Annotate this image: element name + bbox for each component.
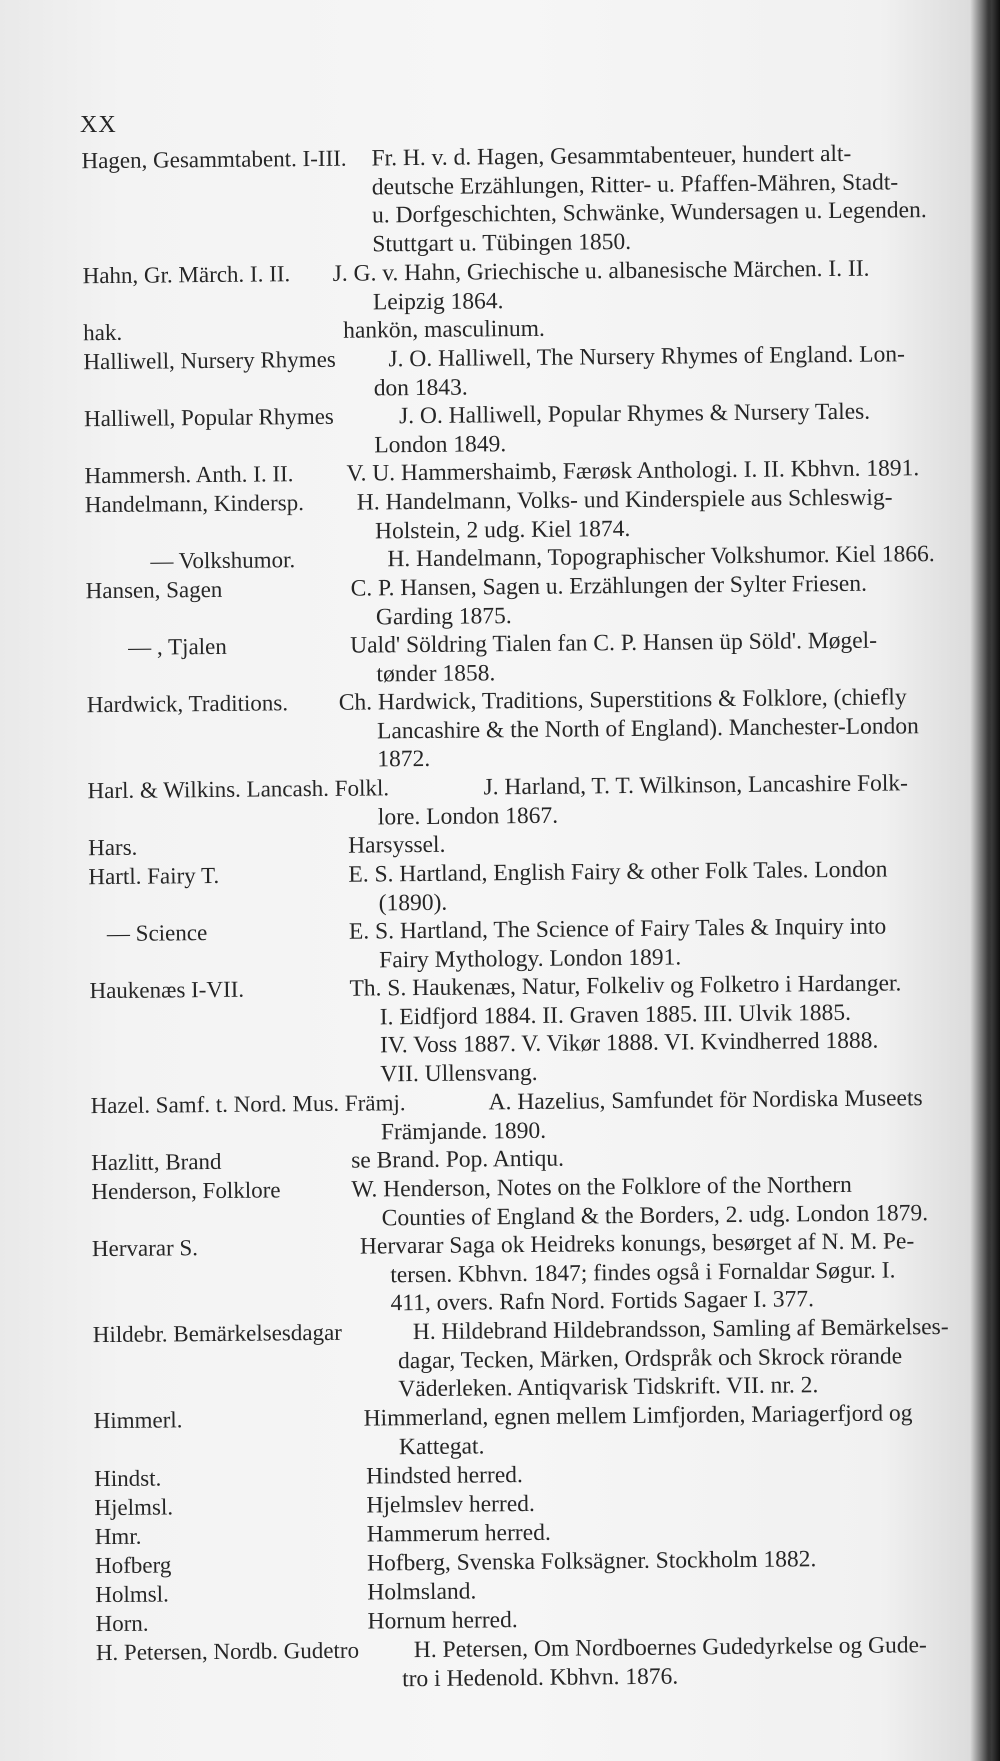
entry-line: H. Petersen, Om Nordboernes Gudedyrkelse og Gude-: [413, 1632, 927, 1664]
entry-line: C. P. Hansen, Sagen u. Erzählungen der Sylter Friesen.: [350, 570, 868, 602]
entry-abbreviation: Halliwell, Popular Rhymes: [83, 403, 334, 432]
entry-description: [360, 1227, 973, 1318]
entry-line: V. U. Hammershaimb, Færøsk Anthologi. I. II. Kbhvn. 1891.: [346, 455, 920, 487]
entry-line: don 1843.: [373, 374, 468, 401]
entry-line: Hornum herred.: [367, 1607, 518, 1635]
entry-line: 411, overs. Rafn Nord. Fortids Sagaer I. 377.: [390, 1286, 815, 1317]
entry-line: u. Dorfgeschichten, Schwänke, Wundersagen u. Legenden.: [371, 197, 927, 229]
entry-line: Hindsted herred.: [366, 1462, 523, 1490]
entry-line: A. Hazelius, Samfundet för Nordiska Museets: [488, 1085, 923, 1116]
entry-description: [333, 254, 946, 317]
entry-abbreviation: — Science: [106, 920, 208, 947]
entry-description: [363, 1399, 976, 1462]
entry-line: Hammerum herred.: [366, 1519, 551, 1548]
entry-abbreviation: Harl. & Wilkins. Lancash. Folkl.: [87, 775, 390, 804]
entry-line: Främjande. 1890.: [380, 1117, 547, 1145]
entry-abbreviation: Hindst.: [94, 1465, 162, 1492]
entry-description: [371, 139, 984, 259]
entry-line: tro i Hedenold. Kbhvn. 1876.: [402, 1663, 679, 1692]
entry-hagen: [1, 138, 991, 257]
entry-abbreviation: Hardwick, Traditions.: [86, 690, 289, 718]
entry-abbreviation: Hildebr. Bemärkelsesdagar: [92, 1319, 343, 1348]
entry-line: I. Eidfjord 1884. II. Graven 1885. III. Ulvik 1885.: [379, 999, 852, 1030]
entry-line: Holstein, 2 udg. Kiel 1874.: [374, 515, 631, 544]
entry-line: J. O. Halliwell, The Nursery Rhymes of England. Lon-: [388, 341, 906, 373]
entry-description: [374, 396, 1000, 459]
entry-description: [380, 1082, 1000, 1145]
entry-abbreviation: Horn.: [95, 1610, 149, 1637]
entry-line: tersen. Kbhvn. 1847; findes også i Fornaldar Søgur. I.: [390, 1256, 896, 1288]
entry-abbreviation: Hagen, Gesammtabent. I-III.: [81, 145, 347, 174]
entry-line: Fairy Mythology. London 1891.: [379, 944, 682, 973]
entry-description: [357, 483, 970, 546]
entry-abbreviation: Hjelmsl.: [94, 1494, 174, 1521]
entry-description: [349, 969, 962, 1089]
entry-line: London 1849.: [374, 430, 507, 458]
entry-description: [397, 1312, 1000, 1403]
entry-line: Hjelmslev herred.: [366, 1490, 535, 1519]
entry-line: H. Handelmann, Volks- und Kinderspiele aus Schleswig-: [356, 484, 893, 516]
entry-line: Lancashire & the North of England). Manchester-London: [376, 712, 919, 744]
entry-line: Stuttgart u. Tübingen 1850.: [372, 228, 632, 257]
entry-line: Th. S. Haukenæs, Natur, Folkeliv og Folketro i Hardanger.: [349, 970, 902, 1002]
entry-description: [348, 855, 961, 918]
entry-line: Counties of England & the Borders, 2. udg. London 1879.: [381, 1199, 929, 1231]
entry-line: 1872.: [377, 745, 431, 773]
entry-abbreviation: Henderson, Folklore: [91, 1177, 281, 1205]
entry-line: H. Handelmann, Topographischer Volkshumor. Kiel 1866.: [387, 541, 935, 573]
entry-abbreviation: Himmerl.: [93, 1407, 183, 1434]
entry-abbreviation: Hammersh. Anth. I. II.: [84, 461, 294, 489]
entry-line: Ch. Hardwick, Traditions, Superstitions & Folklore, (chiefly: [338, 684, 907, 716]
page-number: XX: [80, 112, 117, 138]
entry-description: [377, 768, 1000, 831]
entry-line: W. Henderson, Notes on the Folklore of the Northern: [351, 1171, 852, 1203]
entry-abbreviation: hak.: [83, 319, 123, 346]
entry-line: J. G. v. Hahn, Griechische u. albanesische Märchen. I. II.: [332, 255, 870, 287]
entry-line: dagar, Tecken, Märken, Ordspråk och Skrock rörande: [397, 1342, 903, 1374]
entry-description: [339, 683, 952, 774]
entry-abbreviation: Holmsl.: [95, 1581, 169, 1608]
entry-line: tønder 1858.: [376, 659, 496, 687]
entry-abbreviation: H. Petersen, Nordb. Gudetro: [95, 1637, 360, 1666]
entry-abbreviation: — , Tjalen: [128, 633, 227, 660]
entry-line: Hervarar Saga ok Heidreks konungs, besørget af N. M. Pe-: [359, 1228, 915, 1260]
entry-abbreviation: Hofberg: [94, 1552, 172, 1579]
entry-line: Hofberg, Svenska Folksägner. Stockholm 1882.: [366, 1546, 817, 1577]
entry-abbreviation: Hmr.: [94, 1523, 142, 1550]
entry-abbreviation: Halliwell, Nursery Rhymes: [83, 346, 336, 375]
entry-abbreviation: Hansen, Sagen: [85, 576, 223, 604]
entry-line: VII. Ullensvang.: [380, 1059, 538, 1087]
entry-abbreviation: Handelmann, Kindersp.: [84, 490, 305, 518]
entry-line: (1890).: [378, 889, 448, 916]
entry-line: Väderleken. Antiqvarisk Tidskrift. VII. nr. 2.: [398, 1372, 819, 1403]
entry-line: H. Hildebrand Hildebrandsson, Samling af Bemärkelses-: [412, 1313, 949, 1346]
entry-abbreviation: — Volkshumor.: [150, 547, 296, 574]
entry-description: [349, 912, 962, 975]
book-spine-shadow: [986, 0, 1000, 1761]
entry-abbreviation: Hazlitt, Brand: [91, 1148, 222, 1176]
entry-line: se Brand. Pop. Antiqu.: [351, 1145, 565, 1174]
entry-description: [351, 1170, 964, 1233]
entry-line: Fr. H. v. d. Hagen, Gesammtabenteuer, hundert alt-: [371, 140, 852, 172]
entry-line: Garding 1875.: [375, 602, 512, 630]
entry-description: [373, 339, 1000, 402]
entry-line: deutsche Erzählungen, Ritter- u. Pfaffen-Mähren, Stadt-: [371, 168, 899, 200]
entry-description: [350, 626, 963, 689]
entry-line: hankön, masculinum.: [343, 315, 545, 344]
entry-line: Himmerland, egnen mellem Limfjorden, Mariagerfjord og: [363, 1400, 913, 1432]
entry-abbreviation: Hervarar S.: [91, 1235, 199, 1262]
entry-description: [402, 1630, 1000, 1693]
entry-line: Harsyssel.: [348, 831, 446, 859]
entry-line: Uald' Söldring Tialen fan C. P. Hansen üp Söld'. Møgel-: [350, 627, 878, 659]
entry-line: Leipzig 1864.: [372, 287, 504, 315]
entry-line: E. S. Hartland, The Science of Fairy Tales & Inquiry into: [348, 913, 887, 945]
entry-abbreviation: Hazel. Samf. t. Nord. Mus. Främj.: [90, 1090, 406, 1119]
entry-abbreviation: Hartl. Fairy T.: [88, 862, 220, 890]
entry-line: E. S. Hartland, English Fairy & other Folk Tales. London: [348, 856, 888, 888]
entry-line: IV. Voss 1887. V. Vikør 1888. VI. Kvindherred 1888.: [379, 1027, 879, 1059]
entry-line: J. Harland, T. T. Wilkinson, Lancashire Folk-: [483, 770, 909, 801]
entry-line: Kattegat.: [398, 1432, 485, 1460]
entry-abbreviation: Hahn, Gr. Märch. I. II.: [82, 261, 291, 289]
entry-abbreviation: Haukenæs I-VII.: [89, 976, 245, 1004]
entry-line: lore. London 1867.: [377, 802, 559, 830]
entry-line: Holmsland.: [367, 1578, 477, 1606]
entry-description: [351, 569, 964, 632]
entry-abbreviation: Hars.: [88, 834, 138, 861]
entry-line: J. O. Halliwell, Popular Rhymes & Nursery Tales.: [398, 398, 871, 430]
